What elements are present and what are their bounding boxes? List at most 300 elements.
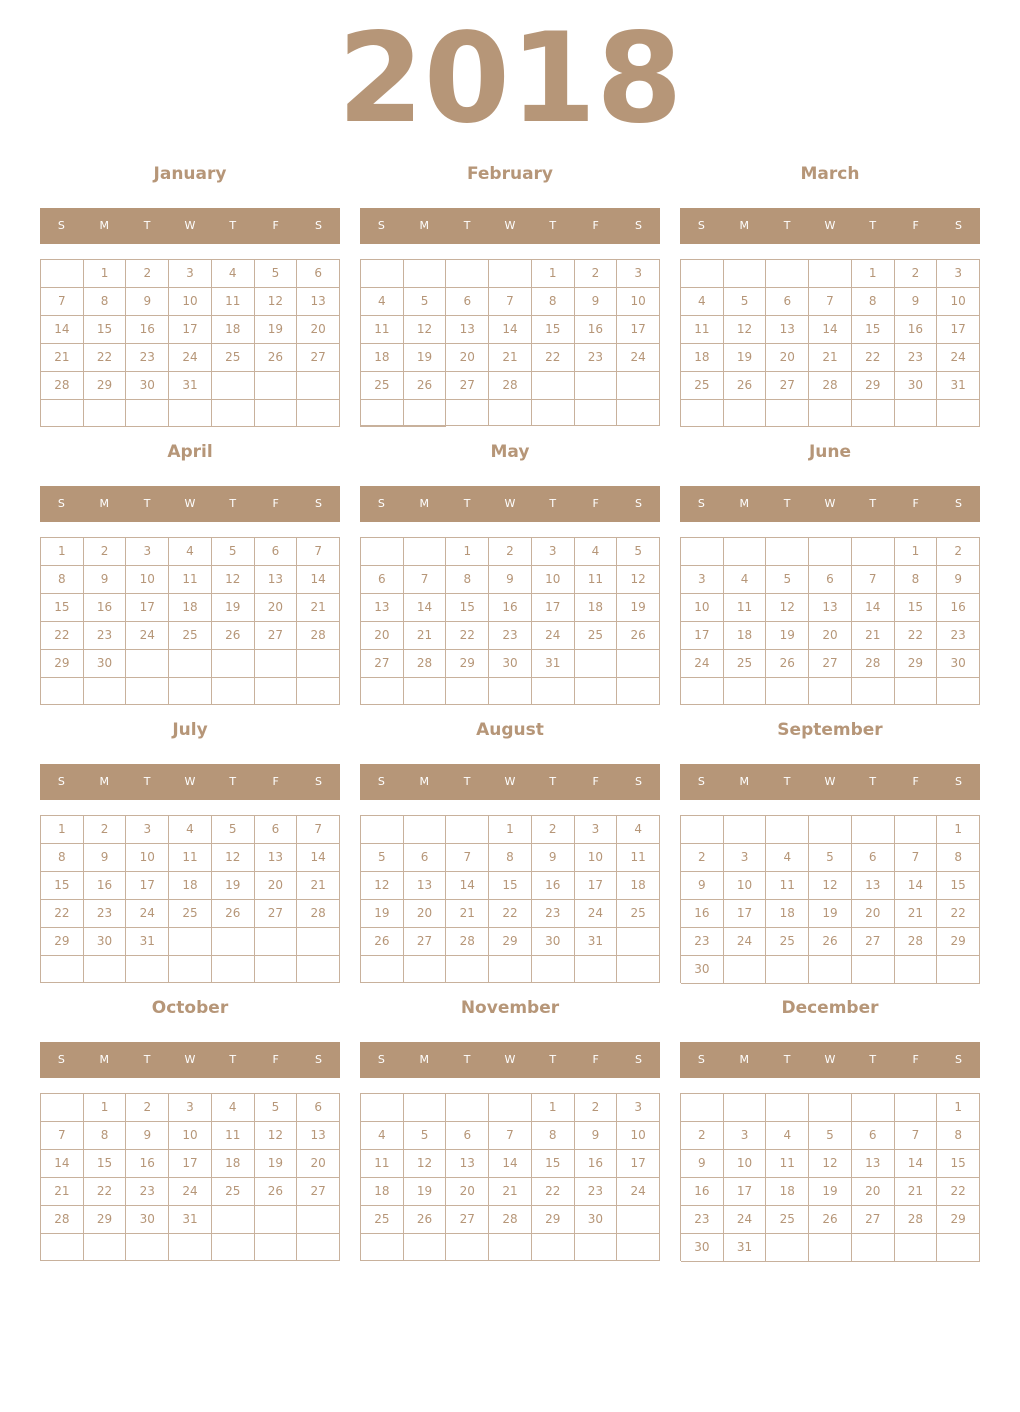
weekday-label: F <box>912 775 919 788</box>
day-cell: 14 <box>297 844 340 872</box>
weekday-label: F <box>912 219 919 232</box>
day-cell: 20 <box>809 622 852 650</box>
day-cell: 23 <box>126 1178 169 1206</box>
day-cell <box>126 956 169 983</box>
day-cell: 26 <box>361 928 404 956</box>
day-cell <box>84 400 127 427</box>
day-cell: 17 <box>126 872 169 900</box>
day-cell <box>361 1234 404 1261</box>
weekday-label: T <box>143 775 151 788</box>
weekday-label: W <box>504 219 516 232</box>
day-cell: 24 <box>126 622 169 650</box>
day-cell: 17 <box>126 594 169 622</box>
day-cell <box>446 400 489 426</box>
day-cell: 1 <box>937 816 980 844</box>
day-cell <box>617 678 660 705</box>
day-cell <box>575 650 618 678</box>
day-cell <box>361 400 404 426</box>
day-cell: 20 <box>852 1178 895 1206</box>
day-cell: 8 <box>532 1122 575 1150</box>
weekday-header <box>360 764 660 800</box>
day-cell <box>852 816 895 844</box>
day-cell: 27 <box>809 650 852 678</box>
day-cell: 21 <box>895 900 938 928</box>
year-title: 2018 <box>337 7 683 151</box>
day-cell: 25 <box>766 1206 809 1234</box>
weekday-header <box>680 764 980 800</box>
day-cell: 9 <box>532 844 575 872</box>
day-cell <box>617 1234 660 1261</box>
day-cell: 1 <box>446 538 489 566</box>
weekday-header <box>360 1042 660 1078</box>
day-cell <box>404 400 447 426</box>
day-cell: 1 <box>84 1094 127 1122</box>
day-cell <box>361 816 404 844</box>
day-cell: 10 <box>681 594 724 622</box>
weekday-header <box>680 1042 980 1078</box>
weekday-label: M <box>419 775 430 788</box>
day-cell: 19 <box>766 622 809 650</box>
day-cell: 22 <box>895 622 938 650</box>
day-cell: 9 <box>575 288 618 316</box>
day-cell <box>404 1094 447 1122</box>
day-cell: 15 <box>937 1150 980 1178</box>
day-cell <box>681 400 724 427</box>
day-cell: 27 <box>361 650 404 678</box>
day-cell: 17 <box>617 316 660 344</box>
day-cell: 15 <box>41 594 84 622</box>
weekday-label: T <box>143 1053 151 1066</box>
day-cell <box>126 650 169 678</box>
day-cell: 1 <box>937 1094 980 1122</box>
day-cell: 8 <box>489 844 532 872</box>
day-cell: 19 <box>617 594 660 622</box>
day-cell: 29 <box>41 650 84 678</box>
day-cell <box>489 1234 532 1261</box>
day-cell: 10 <box>724 872 767 900</box>
day-cell: 7 <box>489 288 532 316</box>
day-grid <box>40 815 340 983</box>
day-cell: 26 <box>212 900 255 928</box>
day-cell: 5 <box>766 566 809 594</box>
day-cell <box>809 1094 852 1122</box>
day-cell: 11 <box>575 566 618 594</box>
day-cell: 20 <box>255 594 298 622</box>
day-cell <box>361 1094 404 1122</box>
day-cell: 15 <box>84 1150 127 1178</box>
day-cell <box>489 260 532 288</box>
day-cell <box>724 400 767 427</box>
day-cell: 27 <box>255 900 298 928</box>
day-cell <box>446 260 489 288</box>
weekday-label: S <box>697 497 705 510</box>
day-cell: 12 <box>809 872 852 900</box>
day-cell <box>766 538 809 566</box>
day-cell <box>532 372 575 400</box>
day-cell <box>852 538 895 566</box>
day-cell: 28 <box>895 928 938 956</box>
weekday-label: S <box>377 219 385 232</box>
day-cell: 31 <box>126 928 169 956</box>
day-cell: 26 <box>809 1206 852 1234</box>
weekday-label: T <box>549 1053 557 1066</box>
day-cell <box>766 1094 809 1122</box>
day-cell: 10 <box>126 844 169 872</box>
day-cell <box>446 956 489 983</box>
day-cell <box>212 678 255 705</box>
weekday-label: T <box>143 219 151 232</box>
weekday-label: T <box>869 219 877 232</box>
day-cell: 7 <box>895 844 938 872</box>
weekday-label: S <box>697 1053 705 1066</box>
day-cell: 6 <box>766 288 809 316</box>
day-cell: 21 <box>809 344 852 372</box>
day-cell: 16 <box>681 1178 724 1206</box>
day-cell <box>809 956 852 984</box>
day-grid <box>360 1093 660 1261</box>
day-cell <box>575 372 618 400</box>
weekday-header <box>40 208 340 244</box>
month-name: June <box>808 442 852 462</box>
day-cell <box>297 928 340 956</box>
day-cell <box>532 1234 575 1261</box>
day-cell <box>575 956 618 983</box>
day-cell: 29 <box>532 1206 575 1234</box>
day-cell: 30 <box>84 650 127 678</box>
day-cell: 30 <box>575 1206 618 1234</box>
weekday-header <box>40 1042 340 1078</box>
day-cell: 1 <box>84 260 127 288</box>
day-cell: 15 <box>937 872 980 900</box>
day-cell: 11 <box>212 1122 255 1150</box>
day-cell: 12 <box>724 316 767 344</box>
day-cell: 22 <box>937 1178 980 1206</box>
weekday-label: S <box>314 497 322 510</box>
day-cell: 13 <box>852 872 895 900</box>
weekday-label: S <box>634 497 642 510</box>
day-cell <box>937 400 980 427</box>
day-cell: 30 <box>681 1234 724 1262</box>
day-cell: 22 <box>41 622 84 650</box>
day-cell: 5 <box>724 288 767 316</box>
day-cell <box>404 956 447 983</box>
day-cell: 20 <box>255 872 298 900</box>
weekday-label: S <box>57 1053 65 1066</box>
day-cell <box>446 678 489 705</box>
day-cell: 13 <box>297 1122 340 1150</box>
day-cell: 17 <box>617 1150 660 1178</box>
day-cell: 27 <box>297 344 340 372</box>
day-cell: 4 <box>681 288 724 316</box>
day-cell <box>895 400 938 427</box>
day-grid <box>40 1093 340 1261</box>
day-cell: 26 <box>255 1178 298 1206</box>
day-cell: 8 <box>41 844 84 872</box>
day-cell <box>532 956 575 983</box>
day-cell <box>255 400 298 427</box>
day-cell: 31 <box>169 372 212 400</box>
weekday-label: S <box>57 497 65 510</box>
day-cell: 23 <box>681 1206 724 1234</box>
day-cell: 13 <box>852 1150 895 1178</box>
day-cell: 20 <box>297 1150 340 1178</box>
day-cell: 16 <box>84 872 127 900</box>
weekday-label: S <box>634 219 642 232</box>
day-cell: 24 <box>617 1178 660 1206</box>
weekday-label: S <box>954 497 962 510</box>
month-name: July <box>172 720 208 740</box>
weekday-label: M <box>739 775 750 788</box>
day-cell <box>809 538 852 566</box>
day-cell <box>766 678 809 705</box>
day-cell: 30 <box>895 372 938 400</box>
day-cell: 4 <box>766 1122 809 1150</box>
month-name: September <box>777 720 883 740</box>
day-cell <box>681 816 724 844</box>
day-cell <box>212 650 255 678</box>
day-cell: 18 <box>169 872 212 900</box>
day-cell: 5 <box>361 844 404 872</box>
day-cell: 25 <box>169 900 212 928</box>
day-cell: 12 <box>404 1150 447 1178</box>
day-cell: 7 <box>297 816 340 844</box>
day-cell: 2 <box>937 538 980 566</box>
day-cell: 18 <box>681 344 724 372</box>
day-cell <box>169 678 212 705</box>
day-cell: 10 <box>126 566 169 594</box>
day-cell: 25 <box>361 372 404 400</box>
day-cell: 21 <box>446 900 489 928</box>
day-cell: 24 <box>126 900 169 928</box>
day-cell: 23 <box>84 900 127 928</box>
day-cell: 11 <box>361 1150 404 1178</box>
day-cell: 23 <box>937 622 980 650</box>
day-cell: 6 <box>255 538 298 566</box>
day-cell: 16 <box>126 316 169 344</box>
day-cell: 16 <box>681 900 724 928</box>
day-cell: 11 <box>169 844 212 872</box>
weekday-label: S <box>57 219 65 232</box>
day-cell: 13 <box>766 316 809 344</box>
month-name: March <box>800 164 860 184</box>
day-cell: 4 <box>361 1122 404 1150</box>
day-cell: 22 <box>532 1178 575 1206</box>
day-cell: 25 <box>575 622 618 650</box>
day-cell: 17 <box>937 316 980 344</box>
day-cell: 28 <box>297 622 340 650</box>
day-cell: 27 <box>404 928 447 956</box>
day-cell: 13 <box>446 316 489 344</box>
day-cell <box>404 260 447 288</box>
weekday-label: S <box>954 1053 962 1066</box>
month-name: November <box>460 998 560 1018</box>
day-cell: 19 <box>809 1178 852 1206</box>
day-grid <box>680 1093 980 1261</box>
day-cell: 28 <box>489 1206 532 1234</box>
day-cell: 3 <box>169 260 212 288</box>
day-cell <box>681 260 724 288</box>
weekday-label: F <box>592 497 599 510</box>
day-cell <box>681 678 724 705</box>
weekday-label: W <box>184 497 196 510</box>
weekday-label: T <box>229 775 237 788</box>
day-cell: 15 <box>41 872 84 900</box>
day-cell: 5 <box>809 1122 852 1150</box>
day-cell: 7 <box>809 288 852 316</box>
day-cell: 31 <box>724 1234 767 1262</box>
day-cell: 2 <box>681 1122 724 1150</box>
day-cell <box>617 928 660 956</box>
day-cell: 8 <box>852 288 895 316</box>
day-cell: 26 <box>766 650 809 678</box>
day-cell <box>575 400 618 426</box>
day-cell: 25 <box>361 1206 404 1234</box>
day-cell: 26 <box>404 1206 447 1234</box>
day-cell: 6 <box>852 1122 895 1150</box>
day-cell: 29 <box>937 928 980 956</box>
day-cell: 3 <box>681 566 724 594</box>
day-cell: 20 <box>446 344 489 372</box>
weekday-header <box>360 208 660 244</box>
day-cell: 22 <box>852 344 895 372</box>
weekday-label: W <box>824 1053 836 1066</box>
day-cell: 16 <box>84 594 127 622</box>
day-cell: 11 <box>766 1150 809 1178</box>
day-cell: 18 <box>361 1178 404 1206</box>
day-cell: 29 <box>84 1206 127 1234</box>
day-cell: 6 <box>361 566 404 594</box>
day-cell: 30 <box>126 1206 169 1234</box>
day-cell: 10 <box>169 288 212 316</box>
day-cell: 17 <box>532 594 575 622</box>
day-cell: 26 <box>212 622 255 650</box>
day-cell <box>84 678 127 705</box>
day-cell: 8 <box>84 288 127 316</box>
weekday-label: S <box>377 775 385 788</box>
day-cell <box>404 1234 447 1261</box>
day-cell: 3 <box>724 844 767 872</box>
day-cell: 3 <box>575 816 618 844</box>
month-name: April <box>167 442 213 462</box>
day-cell: 23 <box>681 928 724 956</box>
day-cell: 28 <box>297 900 340 928</box>
day-cell: 24 <box>575 900 618 928</box>
day-cell <box>212 372 255 400</box>
weekday-label: T <box>869 497 877 510</box>
day-cell: 5 <box>404 1122 447 1150</box>
day-cell <box>895 1094 938 1122</box>
day-cell: 6 <box>446 288 489 316</box>
day-cell: 10 <box>724 1150 767 1178</box>
day-cell: 29 <box>852 372 895 400</box>
day-cell: 14 <box>41 1150 84 1178</box>
day-cell: 26 <box>255 344 298 372</box>
day-cell: 2 <box>489 538 532 566</box>
day-cell <box>617 372 660 400</box>
day-cell: 28 <box>446 928 489 956</box>
day-cell: 26 <box>809 928 852 956</box>
day-cell: 7 <box>41 288 84 316</box>
day-cell <box>937 1234 980 1262</box>
day-cell <box>489 956 532 983</box>
day-cell: 4 <box>575 538 618 566</box>
day-cell <box>297 678 340 705</box>
day-cell: 17 <box>724 900 767 928</box>
day-cell <box>404 678 447 705</box>
day-cell <box>41 260 84 288</box>
day-cell: 24 <box>724 928 767 956</box>
day-cell: 29 <box>895 650 938 678</box>
weekday-label: W <box>824 497 836 510</box>
weekday-label: T <box>549 497 557 510</box>
weekday-label: T <box>783 497 791 510</box>
day-cell <box>41 678 84 705</box>
day-cell: 3 <box>169 1094 212 1122</box>
day-cell: 20 <box>404 900 447 928</box>
day-cell: 9 <box>895 288 938 316</box>
weekday-label: F <box>272 1053 279 1066</box>
day-cell <box>41 956 84 983</box>
weekday-label: W <box>184 1053 196 1066</box>
day-cell <box>297 956 340 983</box>
day-cell: 2 <box>84 538 127 566</box>
day-cell: 4 <box>361 288 404 316</box>
day-cell <box>809 260 852 288</box>
day-cell: 14 <box>404 594 447 622</box>
day-cell: 24 <box>532 622 575 650</box>
weekday-label: T <box>463 219 471 232</box>
day-cell: 1 <box>489 816 532 844</box>
weekday-label: S <box>634 775 642 788</box>
day-cell: 11 <box>169 566 212 594</box>
day-cell: 20 <box>766 344 809 372</box>
day-cell: 25 <box>681 372 724 400</box>
weekday-label: F <box>912 497 919 510</box>
weekday-label: S <box>314 1053 322 1066</box>
day-cell: 21 <box>404 622 447 650</box>
day-cell <box>169 650 212 678</box>
day-cell <box>212 928 255 956</box>
day-cell: 13 <box>809 594 852 622</box>
day-cell <box>617 1206 660 1234</box>
weekday-label: F <box>592 1053 599 1066</box>
day-cell <box>169 1234 212 1261</box>
weekday-label: W <box>504 1053 516 1066</box>
weekday-label: T <box>549 775 557 788</box>
day-cell <box>852 400 895 427</box>
day-cell <box>809 816 852 844</box>
day-cell: 30 <box>937 650 980 678</box>
day-cell: 7 <box>895 1122 938 1150</box>
day-cell <box>126 1234 169 1261</box>
weekday-label: F <box>272 219 279 232</box>
day-cell: 18 <box>169 594 212 622</box>
day-cell: 3 <box>532 538 575 566</box>
day-cell: 25 <box>766 928 809 956</box>
day-cell: 18 <box>361 344 404 372</box>
day-cell: 22 <box>937 900 980 928</box>
weekday-header <box>360 486 660 522</box>
day-cell: 19 <box>404 1178 447 1206</box>
day-cell: 14 <box>895 872 938 900</box>
day-cell: 4 <box>169 538 212 566</box>
weekday-label: T <box>869 775 877 788</box>
day-cell: 12 <box>617 566 660 594</box>
weekday-label: T <box>869 1053 877 1066</box>
day-cell: 24 <box>169 1178 212 1206</box>
day-cell: 1 <box>852 260 895 288</box>
day-cell: 5 <box>212 538 255 566</box>
